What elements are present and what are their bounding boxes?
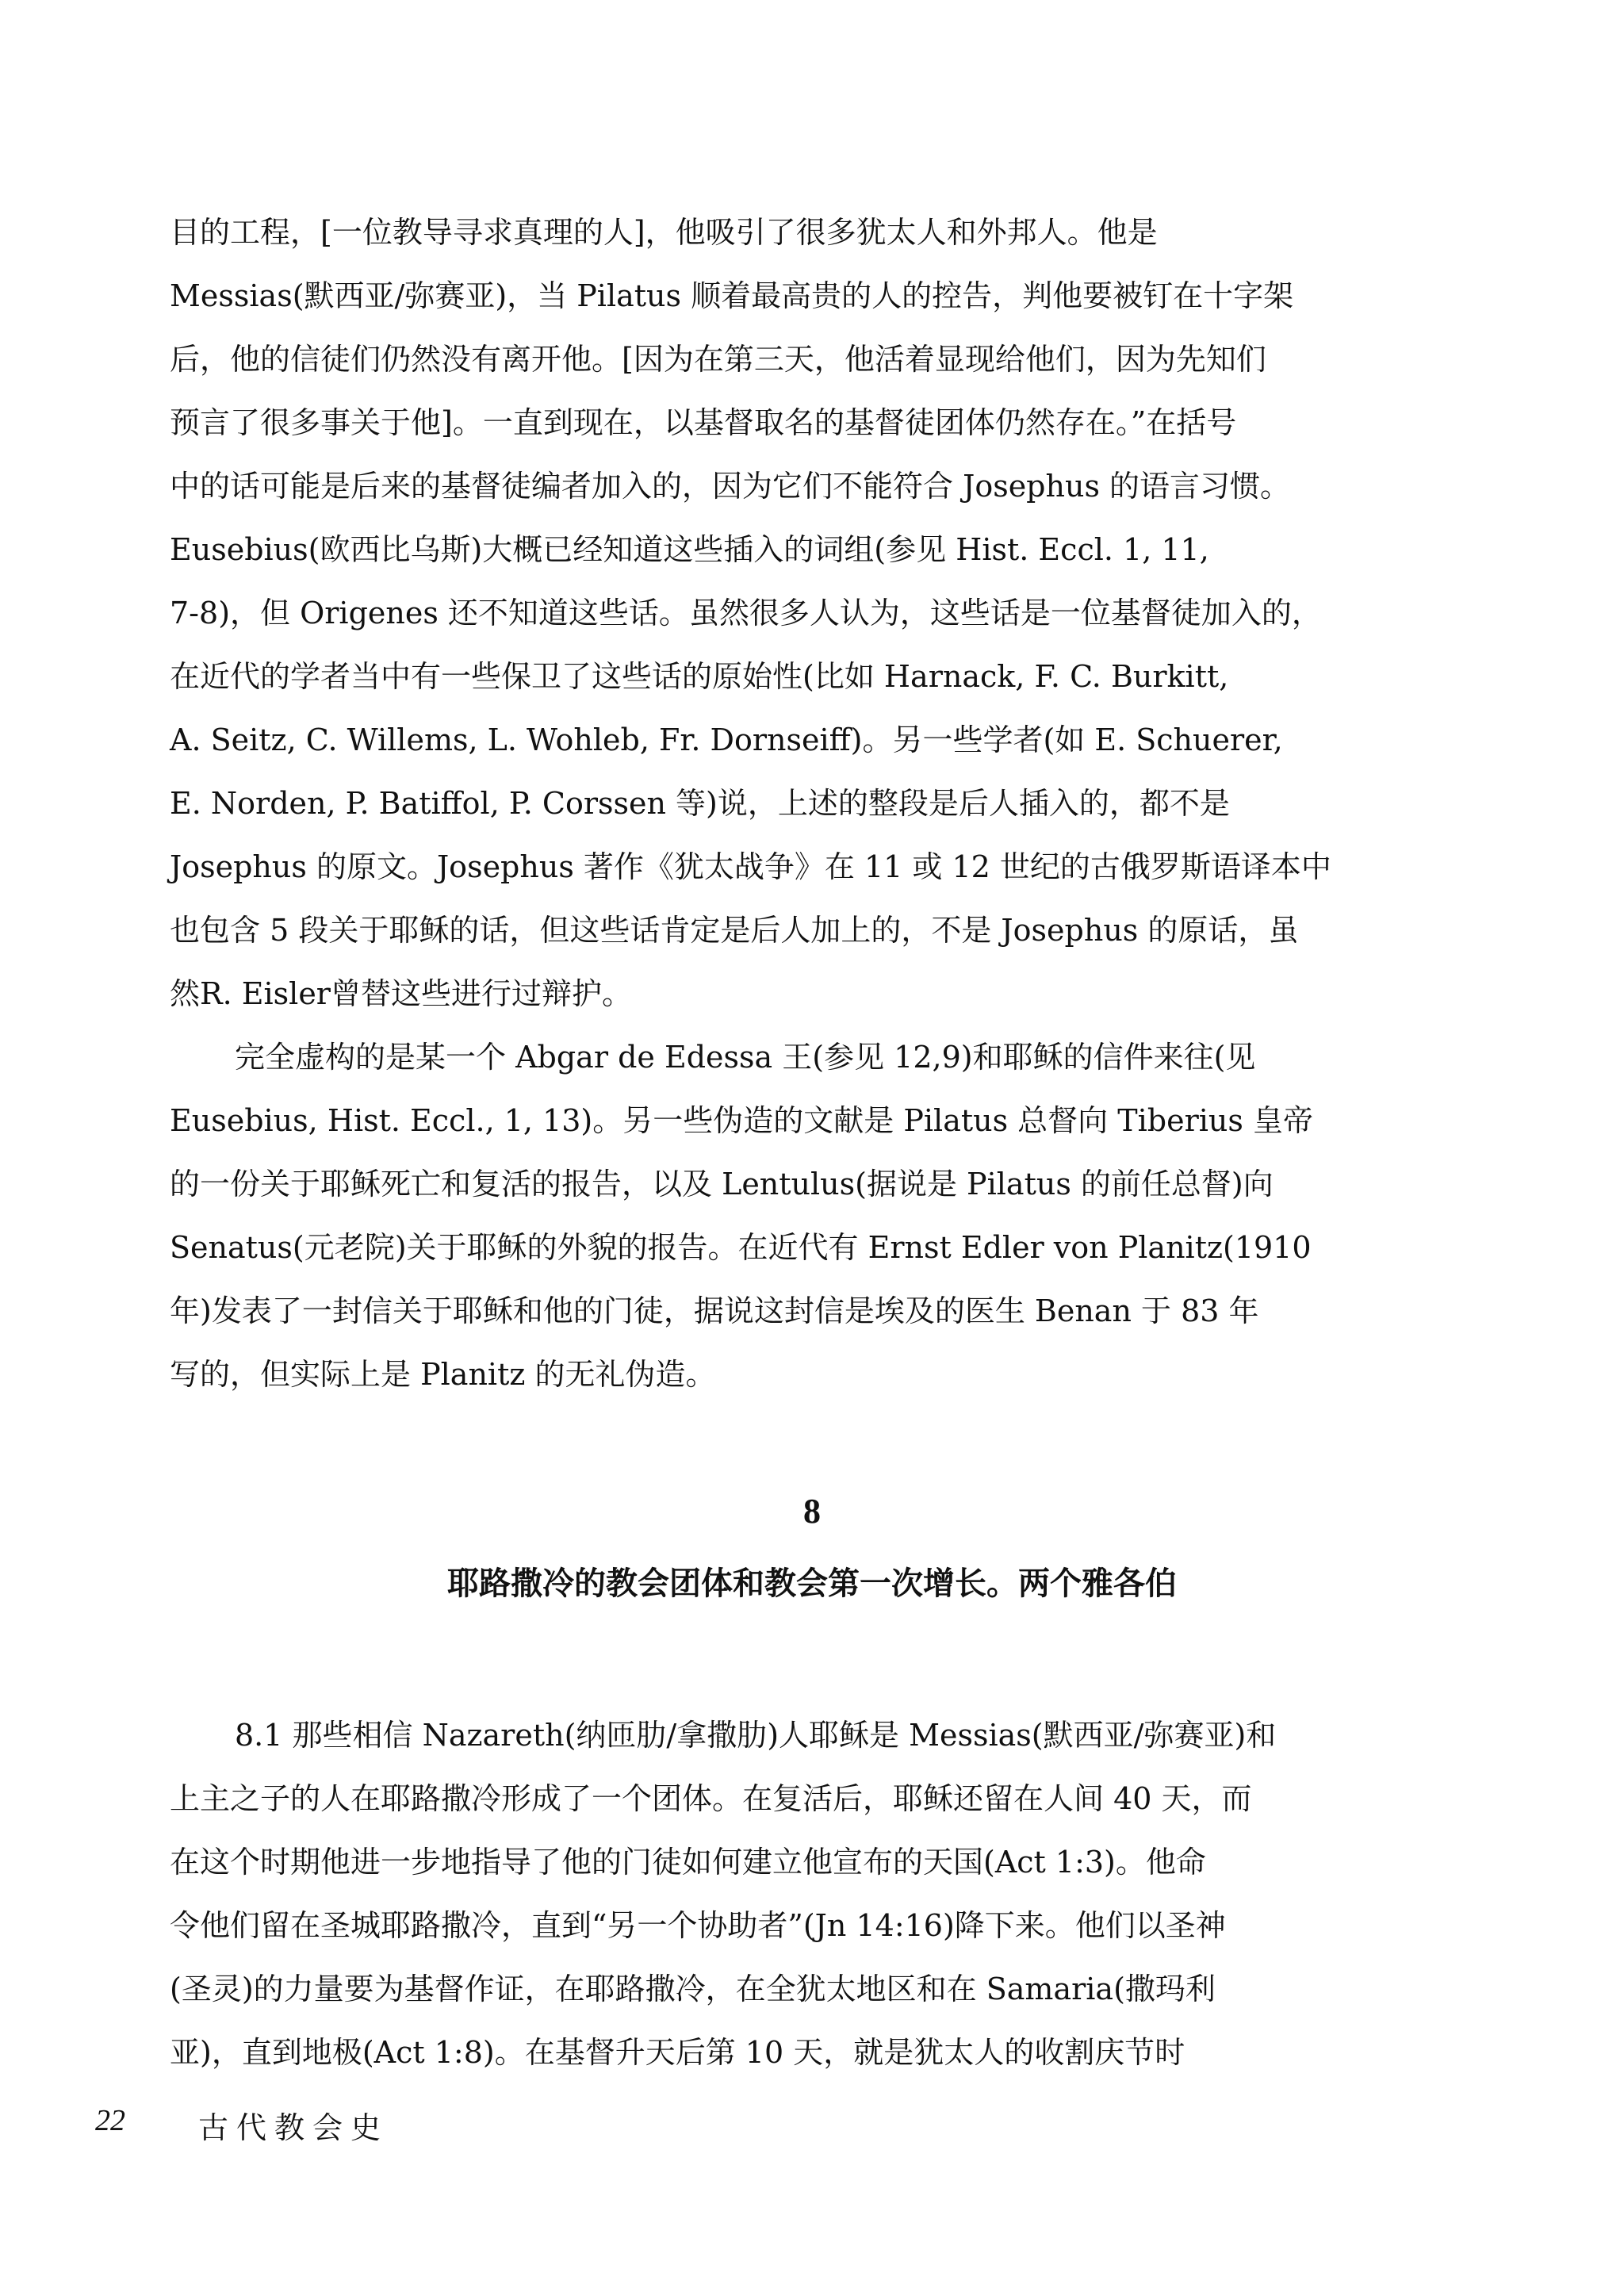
chapter-number: 8 — [803, 1492, 821, 1531]
text-line: (圣灵)的力量要为基督作证，在耶路撒冷，在全犹太地区和在 Samaria(撒玛利 — [170, 1972, 1216, 2006]
text-line: 的一份关于耶稣死亡和复活的报告，以及 Lentulus(据说是 Pilatus 的前任总督)向 — [170, 1167, 1274, 1201]
chapter-title: 耶路撒冷的教会团体和教会第一次增长。两个雅各伯 — [447, 1565, 1177, 1602]
text-line: 亚)，直到地极(Act 1:8)。在基督升天后第 10 天，就是犹太人的收割庆节时 — [170, 2035, 1185, 2070]
text-line: 然R. Eisler曾替这些进行过辩护。 — [170, 976, 632, 1011]
page-footer — [0, 2103, 1624, 2151]
text-line: 中的话可能是后来的基督徒编者加入的，因为它们不能符合 Josephus 的语言习惯。 — [170, 469, 1291, 504]
text-line: 写的，但实际上是 Planitz 的无礼伪造。 — [170, 1357, 716, 1392]
text-line: 7-8)，但 Origenes 还不知道这些话。虽然很多人认为，这些话是一位基督徒加入的， — [170, 596, 1322, 630]
text-line: Messias(默西亚/弥赛亚)，当 Pilatus 顺着最高贵的人的控告，判他要被钉在十字架 — [170, 278, 1294, 313]
page-number: 22 — [95, 2104, 125, 2137]
text-line: 在这个时期他进一步地指导了他的门徒如何建立他宣布的天国(Act 1:3)。他命 — [170, 1845, 1206, 1880]
text-line: E. Norden, P. Batiffol, P. Corssen 等)说，上述的整段是后人插入的，都不是 — [170, 786, 1230, 821]
text-line: 在近代的学者当中有一些保卫了这些话的原始性(比如 Harnack, F. C. Burkitt, — [170, 659, 1229, 694]
text-line: 后，他的信徒们仍然没有离开他。[因为在第三天，他活着显现给他们，因为先知们 — [170, 342, 1266, 377]
text-line: Eusebius(欧西比乌斯)大概已经知道这些插入的词组(参见 Hist. Eccl. 1, 11, — [170, 532, 1209, 567]
text-line: 目的工程，[一位教导寻求真理的人]，他吸引了很多犹太人和外邦人。他是 — [170, 215, 1158, 250]
text-line: 完全虚构的是某一个 Abgar de Edessa 王(参见 12,9)和耶稣的信件来往(见 — [235, 1040, 1256, 1075]
text-line: Senatus(元老院)关于耶稣的外貌的报告。在近代有 Ernst Edler von Planitz(1910 — [170, 1230, 1312, 1265]
text-line: 8.1 那些相信 Nazareth(纳匝肋/拿撒肋)人耶稣是 Messias(默西亚/弥赛亚)和 — [235, 1718, 1277, 1753]
text-line: 上主之子的人在耶路撒冷形成了一个团体。在复活后，耶稣还留在人间 40 天，而 — [170, 1781, 1252, 1816]
text-line: 令他们留在圣城耶路撒冷，直到“另一个协助者”(Jn 14:16)降下来。他们以圣神 — [170, 1908, 1226, 1943]
text-line: 也包含 5 段关于耶稣的话，但这些话肯定是后人加上的，不是 Josephus 的原话，虽 — [170, 913, 1299, 948]
text-line: 预言了很多事关于他]。一直到现在，以基督取名的基督徒团体仍然存在。”在括号 — [170, 405, 1237, 440]
text-line: Eusebius, Hist. Eccl., 1, 13)。另一些伪造的文献是 Pilatus 总督向 Tiberius 皇帝 — [170, 1103, 1313, 1138]
text-line: 年)发表了一封信关于耶稣和他的门徒，据说这封信是埃及的医生 Benan 于 83 年 — [170, 1293, 1259, 1328]
text-line: A. Seitz, C. Willems, L. Wohleb, Fr. Dornseiff)。另一些学者(如 E. Schuerer, — [170, 722, 1283, 757]
running-title: 古代教会史 — [198, 2110, 389, 2145]
text-line: Josephus 的原文。Josephus 著作《犹太战争》在 11 或 12 世纪的古俄罗斯语译本中 — [170, 849, 1331, 884]
